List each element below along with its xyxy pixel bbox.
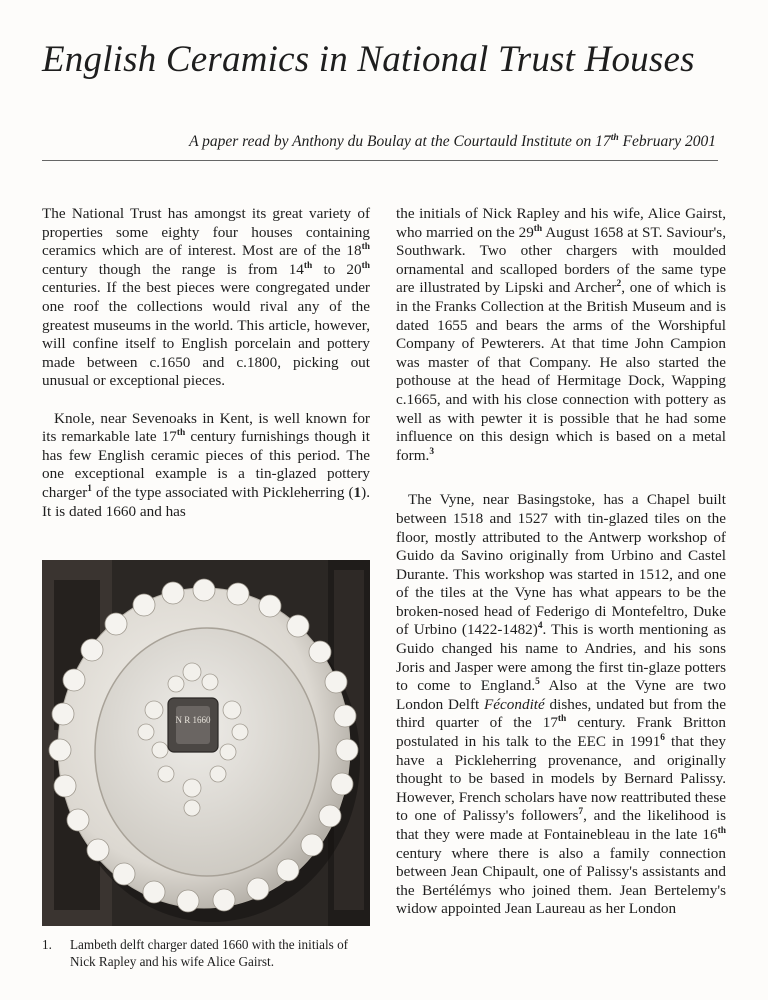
paragraph: The National Trust has amongst its great variety of properties some eighty four houses containing ceramics which are of interest. Most are of the 18th century though the range is from 14th to 20th centuries. If the best pieces were congregated under one roof the collections would rival any of the greatest museums in the world. This article, however, will confine itself to English porcelain and pottery made between c.1650 and c.1800, picking out unusual or exceptional pieces. [42, 205, 370, 390]
subtitle-text-end: February 2001 [618, 133, 716, 150]
charger-photo [42, 560, 370, 926]
page-title: English Ceramics in National Trust Houses [42, 39, 695, 80]
paragraph: The Vyne, near Basingstoke, has a Chapel built between 1518 and 1527 with tin-glazed tiles on the floor, mostly attributed to the Antwerp workshop of Guido da Savino originally from Urbino and Castel Durante. This workshop was started in 1512, and one of the tiles at the Vyne has what appears to be the broken-nosed head of Federigo di Montefeltro, Duke of Urbino (1422-1482)$^4$. This is worth mentioning as Guido changed his name to Andries, and his sons Joris and Jasper were among the first tin-glaze potters to come to England.$^5$ Also at the Vyne are two London Delft Fécondité dishes, undated but from the third quarter of the 17th century. Frank Britton postulated in his talk to the EEC in 1991$^6$ that they have a Pickleherring provenance, and originally thought to be based in models by Bernard Palissy. However, French scholars have now reattributed these to one of Palissy's followers$^7$, and the likelihood is that they were made at Fontainebleau in the late 16th century where there is also a family connection between Jean Chipault, one of Palissy's assistants and the Bertélémys who joined them. Jean Bertelemy's widow appointed Jean Laureau as her London [396, 491, 727, 918]
caption-text: Lambeth delft charger dated 1660 with the initials of Nick Rapley and his wife Alice Gairst. [70, 937, 349, 969]
paragraph: the initials of Nick Rapley and his wife, Alice Gairst, who married on the 29th August 1658 at ST. Saviour's, Southwark. Two other chargers with moulded ornamental and scalloped borders of the same type are illustrated by Lipski and Archer$^2$, one of which is in the Franks Collection at the British Museum and is dated 1655 and bears the arms of the Worshipful Company of Pewterers. At that time John Campion was master of that Company. He also started the pothouse at the head of Hermitage Dock, Wapping c.1665, and with his close connection with pottery as well as with pewter it is possible that he had some influence on this design which is based on a metal form.$^3$ [396, 205, 726, 464]
right-column [396, 205, 726, 919]
left-column [42, 205, 370, 521]
charger-image [42, 560, 370, 926]
title-rule [42, 160, 718, 161]
plate-inscription: N R 1660 [175, 715, 211, 725]
paragraph: Knole, near Sevenoaks in Kent, is well known for its remarkable late 17th century furnishings though it has few English ceramic pieces of this period. The one exceptional example is a tin-glazed pottery charger$^1$ of the type associated with Pickleherring (1). It is dated 1660 and has [42, 409, 370, 520]
caption-number: 1. [42, 937, 52, 952]
subtitle-sup: th [610, 131, 619, 143]
figure-caption [42, 936, 372, 970]
subtitle-text: A paper read by Anthony du Boulay at the Courtauld Institute on 17 [189, 133, 611, 150]
subtitle [189, 133, 716, 151]
